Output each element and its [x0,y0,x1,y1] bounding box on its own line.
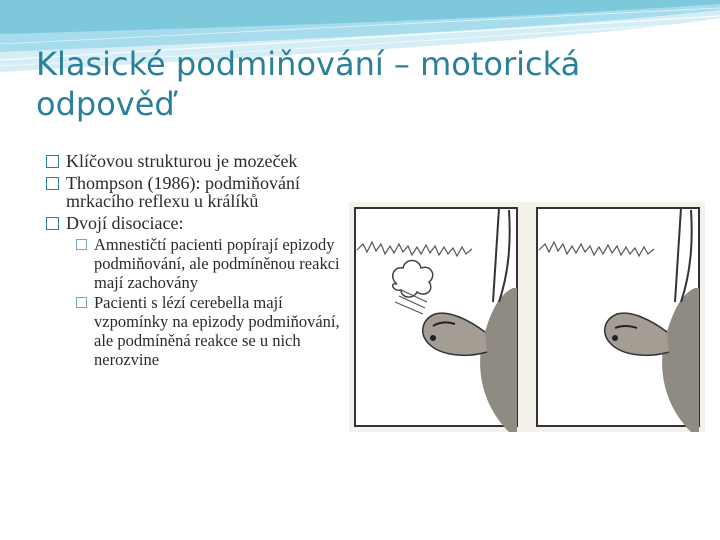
bullet-item [46,152,346,171]
bullet-text: Thompson (1986): podmiňování mrkacího reflexu u králíků [66,172,300,211]
sub-bullet-text: Pacienti s lézí cerebella mají vzpomínky na epizody podmiňování, ale podmíněná reakce se u nich nerozvine [94,293,340,369]
bullet-box-icon [46,155,59,168]
sub-bullet-item [76,235,346,292]
sub-bullet-box-icon [76,297,87,308]
slide-title: Klasické podmiňování – motorická odpověď [36,45,581,123]
bullet-box-icon [46,217,59,230]
bullet-item [46,214,346,233]
bullet-item [46,174,346,211]
bullet-text: Klíčovou strukturou je mozeček [66,151,298,171]
bullet-box-icon [46,177,59,190]
rabbit-panel-left [355,208,517,432]
sub-bullet-box-icon [76,239,87,250]
rabbit-blink-illustration [349,202,705,432]
rabbit-panel-right [537,208,699,432]
sub-bullet-item [76,293,346,369]
sub-bullet-text: Amnestičtí pacienti popírají epizody podmiňování, ale podmíněnou reakci mají zachovány [94,235,340,292]
bullet-list [46,152,346,370]
bullet-text: Dvojí disociace: [66,212,184,233]
